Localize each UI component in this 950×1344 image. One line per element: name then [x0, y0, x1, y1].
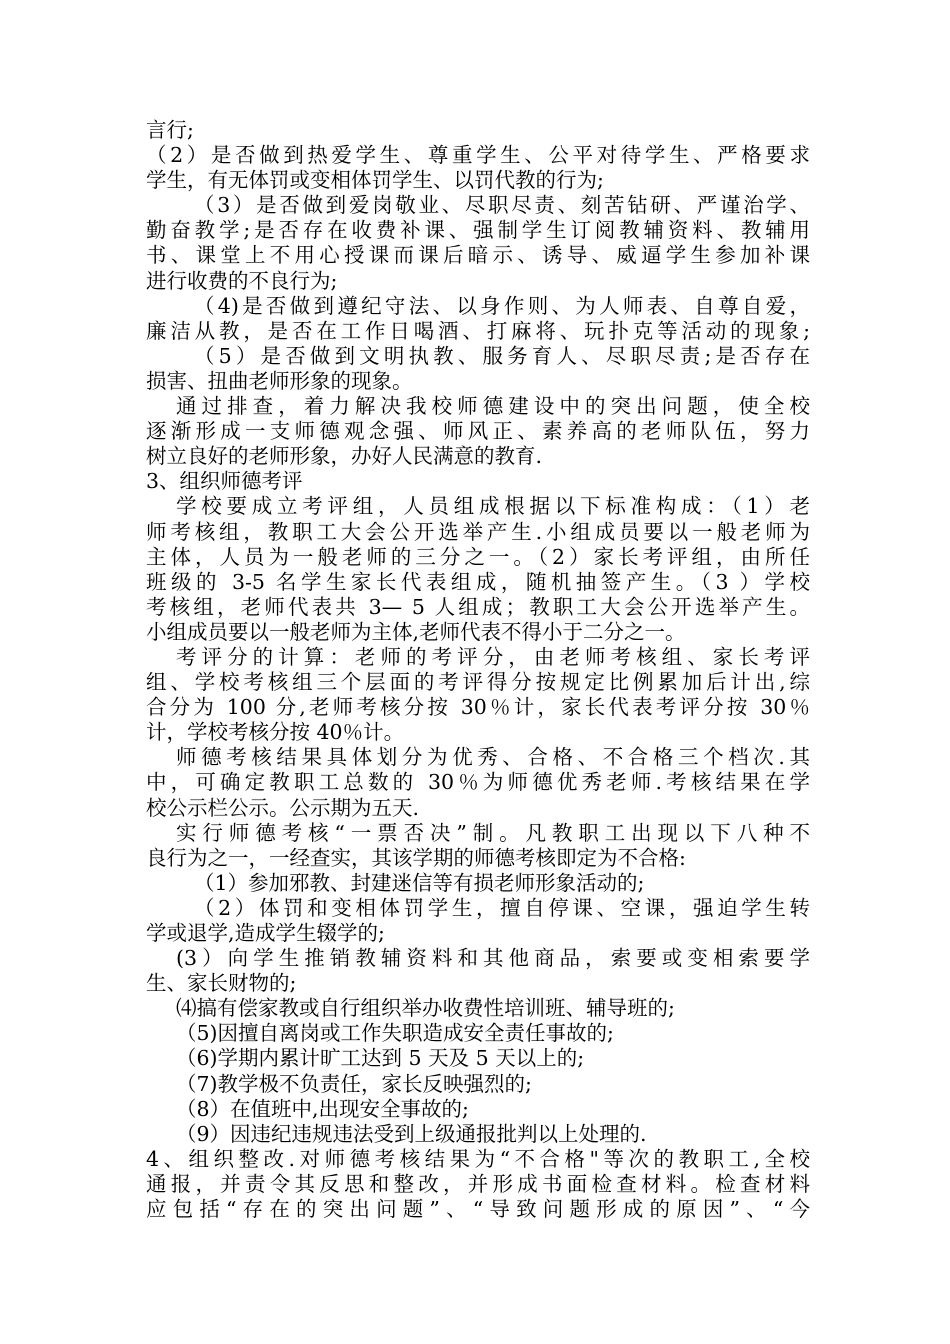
- text-line: 学生，有无体罚或变相体罚学生、以罚代教的行为;: [146, 168, 604, 193]
- text-line: 树立良好的老师形象，办好人民满意的教育.: [146, 444, 543, 469]
- text-line: 计，学校考核分按 40％计。: [146, 720, 405, 745]
- text-line: （6)学期内累计旷工达到 5 天及 5 天以上的;: [176, 1046, 585, 1071]
- text-line: （7)教学极不负责任，家长反映强烈的;: [176, 1071, 532, 1096]
- text-line: （1）参加邪教、封建迷信等有损老师形象活动的;: [194, 870, 645, 895]
- text-line: 班级的 3-5 名学生家长代表组成，随机抽签产生。（3 ）学校: [146, 569, 810, 594]
- text-line: 考核组，老师代表共 3— 5 人组成；教职工大会公开选举产生。: [146, 594, 810, 619]
- text-line: 组、学校考核组三个层面的考评得分按规定比例累加后计出,综: [146, 670, 810, 695]
- text-line: 书、课堂上不用心授课而课后暗示、诱导、威逼学生参加补课: [146, 243, 810, 268]
- text-line: 通报，并责令其反思和整改，并形成书面检查材料。检查材料: [146, 1171, 810, 1196]
- text-line: 进行收费的不良行为;: [146, 268, 338, 293]
- text-line: 主体，人员为一般老师的三分之一。（2）家长考评组，由所任: [146, 544, 810, 569]
- text-line: 逐渐形成一支师德观念强、师风正、素养高的老师队伍，努力: [146, 419, 810, 444]
- text-line: 学校要成立考评组，人员组成根据以下标准构成：（1）老: [176, 494, 810, 519]
- text-line: 学或退学,造成学生辍学的;: [146, 921, 385, 945]
- text-line: （2）是否做到热爱学生、尊重学生、公平对待学生、严格要求: [146, 143, 810, 168]
- text-line: （8）在值班中,出现安全事故的;: [176, 1096, 469, 1121]
- text-line: 考评分的计算：老师的考评分，由老师考核组、家长考评: [176, 644, 810, 669]
- text-line: 中，可确定教职工总数的 30％为师德优秀老师.考核结果在学: [146, 770, 810, 795]
- text-line: (3）向学生推销教辅资料和其他商品，索要或变相索要学: [176, 946, 810, 971]
- text-line: ⑷搞有偿家教或自行组织举办收费性培训班、辅导班的;: [176, 996, 675, 1021]
- text-line: （4)是否做到遵纪守法、以身作则、为人师表、自尊自爱，: [194, 293, 810, 318]
- text-line: 通过排查，着力解决我校师德建设中的突出问题，使全校: [176, 394, 810, 419]
- text-line: 师德考核结果具体划分为优秀、合格、不合格三个档次.其: [176, 745, 810, 770]
- text-line: 应包括“存在的突出问题”、“导致问题形成的原因”、“今: [146, 1197, 810, 1222]
- text-line: 实行师德考核“一票否决”制。凡教职工出现以下八种不: [176, 820, 810, 845]
- text-line: 合分为 100 分,老师考核分按 30％计，家长代表考评分按 30％: [146, 695, 810, 720]
- text-line: （5)因擅自离岗或工作失职造成安全责任事故的;: [176, 1021, 614, 1046]
- text-line: 小组成员要以一般老师为主体,老师代表不得小于二分之一。: [146, 619, 686, 644]
- text-line: 4、组织整改.对师德考核结果为“不合格"等次的教职工,全校: [146, 1146, 810, 1171]
- text-line: 良行为之一，一经查实，其该学期的师德考核即定为不合格:: [146, 845, 686, 870]
- text-line: 3、组织师德考评: [146, 469, 303, 494]
- text-line: 生、家长财物的;: [146, 971, 297, 996]
- text-line: 师考核组，教职工大会公开选举产生.小组成员要以一般老师为: [146, 519, 810, 544]
- text-line: 校公示栏公示。公示期为五天.: [146, 795, 420, 820]
- text-line: 勤奋教学;是否存在收费补课、强制学生订阅教辅资料、教辅用: [146, 218, 810, 243]
- text-line: （5）是否做到文明执教、服务育人、尽职尽责;是否存在: [194, 343, 810, 368]
- text-line: （2）体罚和变相体罚学生，擅自停课、空课，强迫学生转: [194, 895, 810, 920]
- text-line: （9）因违纪违规违法受到上级通报批判以上处理的.: [176, 1121, 647, 1146]
- text-line: 廉洁从教，是否在工作日喝酒、打麻将、玩扑克等活动的现象;: [146, 318, 810, 343]
- document-body: [146, 118, 810, 1222]
- text-line: （3）是否做到爱岗敬业、尽职尽责、刻苦钻研、严谨治学、: [194, 193, 810, 218]
- text-line: 损害、扭曲老师形象的现象。: [146, 368, 413, 393]
- text-line: 言行;: [146, 118, 194, 142]
